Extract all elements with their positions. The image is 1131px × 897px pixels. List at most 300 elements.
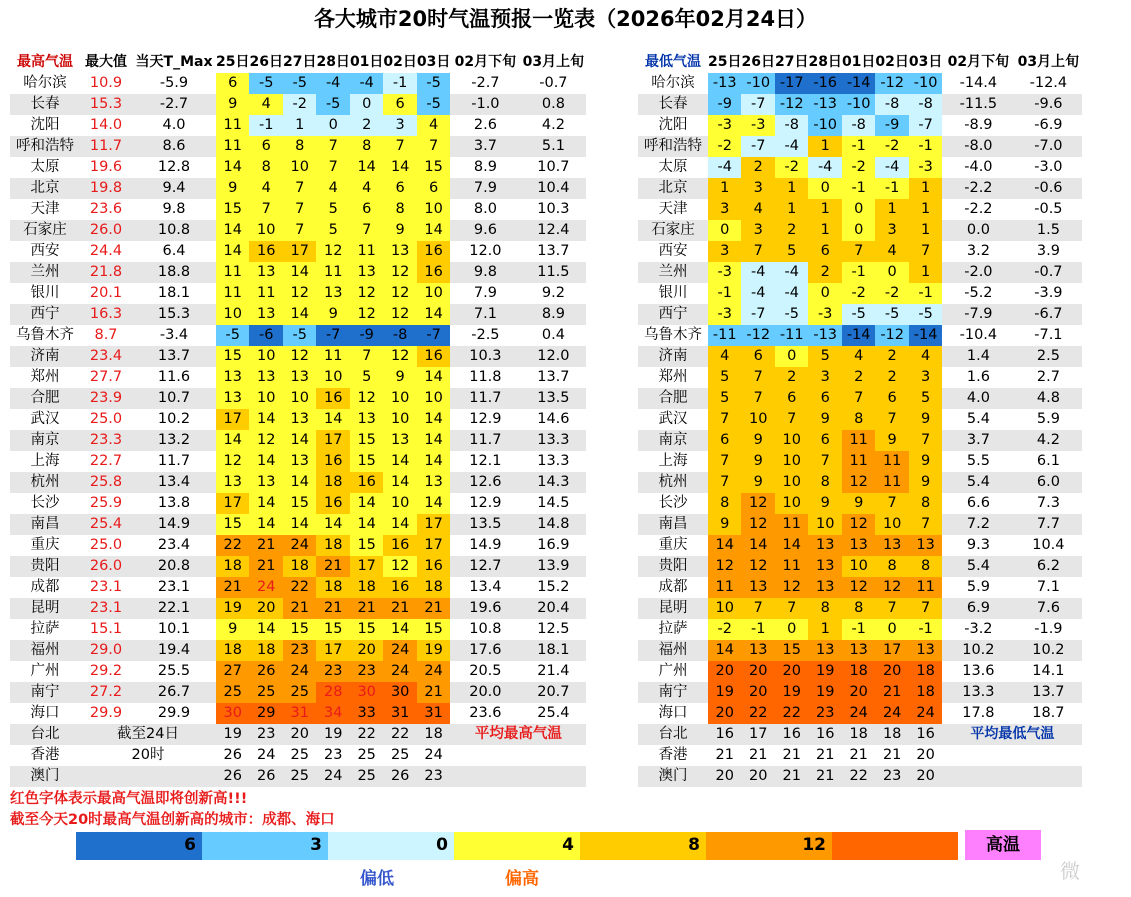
city-name: 呼和浩特 (16, 138, 74, 154)
high-temp-cell: 30 (383, 682, 416, 703)
high-dekad-value: 18.1 (537, 642, 570, 658)
record-max-value: 29.9 (89, 705, 123, 721)
today-tmax-value: 10.8 (157, 222, 191, 238)
table-row (10, 367, 586, 388)
high-dekad-value: 13.5 (469, 516, 502, 532)
low-dekad-value: 2.5 (1036, 348, 1060, 364)
high-temp-cell: 10 (383, 388, 416, 409)
low-temp-cell: 13 (808, 535, 841, 556)
high-temp-cell: 8 (383, 199, 416, 220)
low-temp-cell: 21 (782, 747, 801, 763)
low-temp-cell: -9 (708, 94, 741, 115)
today-tmax-value: 10.2 (157, 411, 191, 427)
low-temp-cell: -8 (842, 115, 875, 136)
low-dekad-value: 13.3 (962, 684, 995, 700)
right-header-cell: 最低气温 (645, 54, 701, 70)
low-temp-cell: -3 (708, 262, 741, 283)
high-temp-cell: 14 (350, 514, 383, 535)
low-temp-cell: 17 (749, 726, 768, 742)
city-name: 拉萨 (30, 621, 60, 637)
low-temp-cell: 13 (808, 577, 841, 598)
high-dekad-value: 12.1 (469, 453, 502, 469)
record-warning-note: 红色字体表示最高气温即将创新高!!! (10, 791, 248, 807)
record-max-value: 25.0 (89, 537, 123, 553)
low-temp-cell: 7 (909, 430, 942, 451)
high-temp-cell: 11 (216, 283, 249, 304)
high-temp-cell: 7 (283, 178, 316, 199)
low-temp-cell: 3 (708, 241, 741, 262)
table-row (10, 724, 586, 745)
city-name: 拉萨 (658, 621, 688, 637)
city-name: 海口 (658, 705, 688, 721)
left-header-cell: 01日 (349, 54, 384, 70)
today-tmax-value: 20.8 (157, 558, 191, 574)
record-cities-note: 截至今天20时最高气温创新高的城市：成都、海口 (10, 812, 335, 828)
low-temp-cell: 7 (741, 388, 774, 409)
low-temp-cell: 16 (916, 726, 935, 742)
high-dekad-value: 12.7 (469, 558, 502, 574)
low-dekad-value: -3.0 (1034, 159, 1063, 175)
low-temp-cell: 18 (882, 726, 902, 742)
color-legend (76, 832, 958, 860)
low-temp-cell: 5 (909, 388, 942, 409)
high-temp-cell: 12 (283, 346, 316, 367)
low-temp-cell: 7 (842, 388, 875, 409)
high-temp-cell: 10 (417, 388, 450, 409)
record-max-value: 25.8 (89, 474, 123, 490)
low-dekad-value: 6.0 (1036, 474, 1060, 490)
legend-segment (832, 832, 958, 860)
high-dekad-value: 9.6 (473, 222, 497, 238)
high-temp-cell: 14 (216, 430, 249, 451)
high-temp-cell: 13 (350, 409, 383, 430)
high-temp-cell: 15 (283, 619, 316, 640)
high-temp-cell: 12 (216, 451, 249, 472)
high-dekad-value: 10.4 (537, 180, 570, 196)
city-name: 长春 (30, 96, 60, 112)
low-temp-cell: 1 (808, 199, 841, 220)
high-temp-cell: 14 (283, 472, 316, 493)
low-temp-cell: 1 (875, 199, 908, 220)
high-temp-cell: 25 (357, 768, 376, 784)
table-row (10, 325, 586, 346)
city-name: 郑州 (30, 369, 60, 385)
city-name: 杭州 (658, 474, 688, 490)
city-name: 西宁 (30, 306, 60, 322)
min-temperature-table (638, 52, 1082, 787)
city-name: 上海 (30, 453, 60, 469)
low-temp-cell: 7 (842, 241, 875, 262)
low-temp-cell: 9 (808, 409, 841, 430)
high-temp-cell: 14 (417, 430, 450, 451)
today-tmax-value: 11.6 (157, 369, 191, 385)
high-temp-cell: 14 (417, 304, 450, 325)
high-temp-cell: 10 (249, 388, 282, 409)
high-temp-cell: 15 (350, 451, 383, 472)
low-temp-cell: -4 (741, 262, 774, 283)
high-temp-cell: 10 (283, 388, 316, 409)
city-name: 南昌 (30, 516, 60, 532)
low-temp-cell: 16 (815, 726, 835, 742)
high-temp-cell: 24 (283, 535, 316, 556)
today-tmax-value: 13.8 (157, 495, 191, 511)
high-temp-cell: 8 (350, 136, 383, 157)
low-temp-cell: -3 (909, 157, 942, 178)
table-row (10, 577, 586, 598)
today-tmax-value: 19.4 (157, 642, 191, 658)
today-tmax-value: 10.1 (157, 621, 191, 637)
city-name: 西安 (658, 243, 688, 259)
today-tmax-value: 26.7 (157, 684, 191, 700)
low-dekad-value: -2.2 (964, 180, 993, 196)
high-temp-cell: 15 (417, 157, 450, 178)
low-dekad-value: 5.4 (966, 411, 990, 427)
low-temp-cell: 4 (875, 241, 908, 262)
low-temp-cell: 1 (808, 136, 841, 157)
low-dekad-value: -11.5 (959, 96, 998, 112)
table-row (10, 283, 586, 304)
low-temp-cell: 11 (875, 451, 908, 472)
high-dekad-value: 12.6 (469, 474, 502, 490)
high-temp-cell: 17 (316, 640, 349, 661)
low-temp-cell: 2 (775, 367, 808, 388)
low-temp-cell: -8 (775, 115, 808, 136)
low-temp-cell: 3 (708, 199, 741, 220)
high-temp-cell: 10 (283, 157, 316, 178)
today-tmax-value: 23.1 (157, 579, 191, 595)
table-row (10, 136, 586, 157)
high-temp-cell: 23 (350, 661, 383, 682)
low-temp-cell: 21 (815, 747, 835, 763)
left-header-cell: 最高气温 (17, 54, 73, 70)
high-temp-cell: 14 (249, 493, 282, 514)
high-temp-cell: 22 (216, 535, 249, 556)
legend-tick-label: 3 (310, 835, 322, 855)
low-temp-cell: -5 (909, 304, 942, 325)
high-temp-cell: 14 (216, 241, 249, 262)
high-temp-cell: 11 (350, 241, 383, 262)
low-temp-cell: 20 (842, 682, 875, 703)
high-temp-cell: 29 (249, 703, 282, 724)
table-row (638, 619, 1082, 640)
high-temp-cell: 23 (257, 726, 276, 742)
low-temp-cell: 23 (808, 703, 841, 724)
max-temperature-table (10, 52, 586, 787)
city-name: 南京 (658, 432, 688, 448)
high-dekad-value: 14.5 (537, 495, 570, 511)
low-temp-cell: 10 (875, 514, 908, 535)
low-dekad-value: 13.7 (1032, 684, 1065, 700)
low-temp-cell: 21 (882, 747, 902, 763)
high-temp-cell: 15 (417, 619, 450, 640)
low-temp-cell: 21 (875, 682, 908, 703)
high-temp-cell: 16 (249, 241, 282, 262)
low-temp-cell: -4 (875, 157, 908, 178)
today-tmax-value: 18.8 (157, 264, 191, 280)
today-tmax-value: 13.2 (157, 432, 191, 448)
record-max-value: 15.1 (89, 621, 123, 637)
low-temp-cell: -10 (909, 73, 942, 94)
high-temp-cell: 24 (323, 768, 343, 784)
table-row (638, 115, 1082, 136)
record-max-value: 25.4 (89, 516, 123, 532)
low-temp-cell: 22 (775, 703, 808, 724)
table-row (638, 493, 1082, 514)
low-temp-cell: 1 (808, 619, 841, 640)
low-dekad-value: -0.7 (1034, 264, 1063, 280)
city-name: 沈阳 (30, 117, 60, 133)
city-name: 石家庄 (651, 222, 695, 238)
low-temp-cell: 14 (708, 535, 741, 556)
high-dekad-value: 20.5 (469, 663, 502, 679)
low-temp-cell: 1 (808, 220, 841, 241)
record-max-value: 25.0 (89, 411, 123, 427)
record-max-value: 26.0 (89, 558, 123, 574)
city-name: 南宁 (30, 684, 60, 700)
high-temp-cell: 7 (417, 136, 450, 157)
low-temp-cell: 0 (875, 619, 908, 640)
low-temp-cell: -1 (909, 136, 942, 157)
today-tmax-value: -2.7 (159, 96, 189, 112)
low-temp-cell: -11 (708, 325, 741, 346)
city-name: 上海 (658, 453, 688, 469)
high-temp-cell: 13 (216, 367, 249, 388)
high-temp-cell: 14 (283, 430, 316, 451)
low-dekad-value: 5.5 (966, 453, 990, 469)
table-row (638, 766, 1082, 787)
high-temp-cell: -1 (249, 115, 282, 136)
high-temp-cell: 23 (424, 768, 443, 784)
low-temp-cell: 7 (775, 598, 808, 619)
low-temp-cell: 1 (775, 178, 808, 199)
low-temp-cell: 0 (775, 346, 808, 367)
low-temp-cell: 7 (708, 409, 741, 430)
high-temp-cell: -2 (283, 94, 316, 115)
low-temp-cell: 0 (708, 220, 741, 241)
low-temp-cell: -9 (875, 115, 908, 136)
high-temp-cell: 24 (383, 661, 416, 682)
low-temp-cell: 2 (842, 367, 875, 388)
low-temp-cell: -2 (775, 157, 808, 178)
high-temp-cell: 15 (316, 619, 349, 640)
high-dekad-value: 10.3 (537, 201, 570, 217)
high-temp-cell: 20 (350, 640, 383, 661)
record-max-value: 20.1 (89, 285, 123, 301)
today-tmax-value: 6.4 (162, 243, 186, 259)
high-dekad-value: 0.8 (541, 96, 565, 112)
high-temp-cell: 4 (350, 178, 383, 199)
high-temp-cell: 9 (216, 178, 249, 199)
table-row (638, 577, 1082, 598)
high-temp-cell: 24 (257, 747, 276, 763)
table-row (638, 451, 1082, 472)
high-temp-cell: 21 (249, 535, 282, 556)
high-temp-cell: 31 (283, 703, 316, 724)
table-row (10, 514, 586, 535)
low-temp-cell: -4 (808, 157, 841, 178)
low-temp-cell: 13 (808, 640, 841, 661)
city-name: 沈阳 (658, 117, 688, 133)
low-temp-cell: -4 (741, 283, 774, 304)
high-dekad-value: -2.7 (471, 75, 500, 91)
high-temp-cell: 28 (316, 682, 349, 703)
high-temp-cell: 14 (249, 451, 282, 472)
high-temp-cell: -6 (249, 325, 282, 346)
high-temp-cell: 20 (290, 726, 309, 742)
high-temp-cell: 18 (424, 726, 443, 742)
left-header-cell: 02日 (383, 54, 417, 70)
city-name: 西安 (30, 243, 60, 259)
low-temp-cell: 13 (808, 556, 841, 577)
low-temp-cell: 3 (741, 220, 774, 241)
low-temp-cell: -1 (741, 619, 774, 640)
high-temp-cell: -7 (316, 325, 349, 346)
high-temp-cell: 7 (316, 136, 349, 157)
high-temp-cell: 24 (383, 640, 416, 661)
low-dekad-value: 4.8 (1036, 390, 1060, 406)
high-temp-cell: 8 (249, 157, 282, 178)
legend-segment (76, 832, 202, 860)
low-temp-cell: 10 (842, 556, 875, 577)
high-temp-cell: 14 (383, 451, 416, 472)
high-temp-cell: 13 (283, 367, 316, 388)
low-temp-cell: 16 (715, 726, 734, 742)
high-dekad-value: 12.0 (469, 243, 502, 259)
high-dekad-value: 9.2 (541, 285, 565, 301)
low-temp-cell: 10 (808, 514, 841, 535)
high-temp-cell: 19 (216, 598, 249, 619)
low-dekad-value: 5.4 (966, 558, 990, 574)
low-dekad-value: -3.9 (1034, 285, 1063, 301)
high-dekad-value: 7.9 (473, 180, 497, 196)
low-temp-cell: 5 (708, 367, 741, 388)
low-dekad-value: -10.4 (959, 327, 998, 343)
low-temp-cell: -4 (775, 283, 808, 304)
record-max-value: 19.8 (89, 180, 123, 196)
low-temp-cell: -10 (741, 73, 774, 94)
low-temp-cell: -14 (909, 325, 942, 346)
right-header-cell: 25日 (708, 54, 742, 70)
high-dekad-value: 10.8 (469, 621, 502, 637)
low-temp-cell: 2 (741, 157, 774, 178)
high-temp-cell: 17 (417, 535, 450, 556)
city-name: 武汉 (658, 411, 688, 427)
high-temp-cell: 14 (417, 367, 450, 388)
low-temp-cell: 20 (916, 768, 935, 784)
high-dekad-value: 8.0 (473, 201, 497, 217)
low-temp-cell: 8 (808, 598, 841, 619)
high-temp-cell: 14 (216, 157, 249, 178)
high-temp-cell: 12 (350, 388, 383, 409)
low-temp-cell: 20 (741, 661, 774, 682)
city-name: 杭州 (30, 474, 60, 490)
table-row (10, 430, 586, 451)
empty-cell (450, 745, 586, 766)
high-dekad-value: 13.3 (537, 453, 570, 469)
low-dekad-value: 2.7 (1036, 369, 1060, 385)
low-temp-cell: -2 (842, 283, 875, 304)
high-temp-cell: 18 (350, 577, 383, 598)
low-temp-cell: 6 (741, 346, 774, 367)
high-temp-cell: 15 (350, 430, 383, 451)
low-dekad-value: -2.0 (964, 264, 993, 280)
low-temp-cell: 9 (909, 472, 942, 493)
record-max-value: 11.7 (89, 138, 123, 154)
high-temp-cell: 12 (383, 283, 416, 304)
low-temp-cell: 22 (741, 703, 774, 724)
low-temp-cell: -1 (909, 283, 942, 304)
high-temp-cell: 10 (417, 199, 450, 220)
city-name: 银川 (30, 285, 60, 301)
high-temp-cell: 18 (249, 640, 282, 661)
low-temp-cell: 6 (775, 388, 808, 409)
low-temp-cell: 13 (909, 535, 942, 556)
high-temp-cell: 10 (383, 493, 416, 514)
low-temp-cell: 4 (909, 346, 942, 367)
table-row (638, 94, 1082, 115)
high-temp-cell: 10 (249, 346, 282, 367)
low-temp-cell: 12 (875, 577, 908, 598)
low-temp-cell: 21 (815, 768, 835, 784)
legend-tick-label: 4 (562, 835, 574, 855)
low-dekad-value: 17.8 (962, 705, 995, 721)
high-temp-cell: 11 (316, 262, 349, 283)
high-temp-cell: 21 (249, 556, 282, 577)
high-dekad-value: 20.4 (537, 600, 570, 616)
right-header-cell: 01日 (841, 54, 876, 70)
high-temp-cell: 9 (316, 304, 349, 325)
low-temp-cell: -8 (909, 94, 942, 115)
table-row (638, 598, 1082, 619)
record-max-value: 29.2 (89, 663, 123, 679)
low-temp-cell: 3 (808, 367, 841, 388)
low-temp-cell: -5 (875, 304, 908, 325)
low-temp-cell: 18 (849, 726, 868, 742)
high-temp-cell: 13 (316, 283, 349, 304)
low-temp-cell: -1 (708, 283, 741, 304)
high-dekad-value: 14.8 (537, 516, 570, 532)
high-dekad-value: 12.9 (469, 411, 502, 427)
record-max-value: 27.7 (89, 369, 123, 385)
table-row (10, 178, 586, 199)
high-temp-cell: 31 (417, 703, 450, 724)
low-dekad-value: -5.2 (964, 285, 993, 301)
high-temp-cell: 12 (383, 304, 416, 325)
low-temp-cell: 21 (715, 747, 734, 763)
low-dekad-value: 10.2 (962, 642, 995, 658)
low-temp-cell: 12 (741, 493, 774, 514)
low-temp-cell: 20 (708, 703, 741, 724)
high-temp-cell: 20 (249, 598, 282, 619)
low-temp-cell: 8 (875, 556, 908, 577)
low-temp-cell: -5 (775, 304, 808, 325)
high-temp-cell: 5 (316, 199, 349, 220)
low-temp-cell: -12 (875, 325, 908, 346)
high-temp-cell: 14 (417, 220, 450, 241)
high-temp-cell: 16 (316, 388, 349, 409)
high-temp-cell: 17 (417, 514, 450, 535)
table-row (10, 157, 586, 178)
empty-cell (80, 766, 216, 787)
today-tmax-value: 11.7 (157, 453, 191, 469)
low-temp-cell: 0 (842, 220, 875, 241)
high-dekad-value: -1.0 (471, 96, 500, 112)
low-dekad-value: 5.4 (966, 474, 990, 490)
high-temp-cell: 11 (216, 262, 249, 283)
high-temp-cell: 16 (417, 346, 450, 367)
high-temp-cell: 23 (323, 747, 343, 763)
low-temp-cell: 7 (708, 472, 741, 493)
